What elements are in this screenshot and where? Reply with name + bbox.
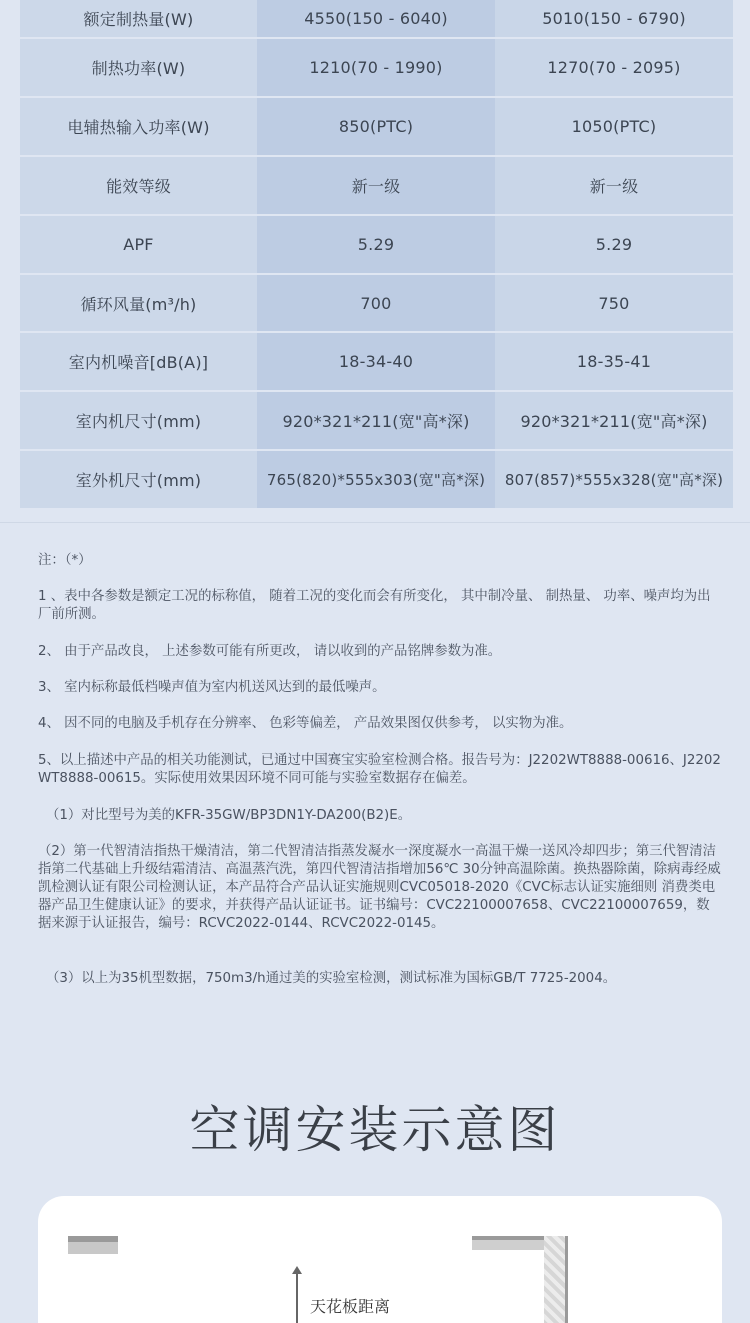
spec-label: 室内机尺寸(mm) [20, 392, 257, 449]
notes-title: 注：（*） [38, 553, 92, 568]
wall-side-graphic [544, 1236, 568, 1323]
spec-value-model-1: 18-34-40 [257, 333, 495, 390]
note-5-sub-2: （2）第一代智清洁指热干燥清洁，第二代智清洁指蒸发凝水一深度凝水一高温干燥一送风冷却四步；第三代智清洁指第二代基础上升级结霜清洁、高温蒸汽洗，第四代智清洁指增加56℃ 30分钟高温除菌。换热器除菌，除病毒经威凯检测认证有限公司检测认证，本产品符合产品认证实施规则CVC05018-2020《CVC标志认证实施细则 消费类电器产品卫生健康认证》的要求，并获得产品认证证书。证书编号：CVC22100007658、CVC22100007659，数据来源于认证报告，编号：RCVC2022-0144、RCVC2022-0145。 [38, 844, 721, 931]
spec-label: 能效等级 [20, 157, 257, 214]
spec-value-model-2: 5010(150 - 6790) [495, 0, 733, 37]
spec-row-airflow [20, 275, 733, 333]
up-arrow-icon [296, 1268, 298, 1323]
spec-value-model-1: 850(PTC) [257, 98, 495, 155]
spec-value-model-1: 4550(150 - 6040) [257, 0, 495, 37]
spec-row-heating-power [20, 39, 733, 98]
right-wall-graphic [472, 1236, 568, 1323]
install-diagram-card [38, 1196, 722, 1323]
spec-row-apf [20, 216, 733, 275]
spec-value-model-2: 1270(70 - 2095) [495, 39, 733, 96]
spec-value-model-2: 新一级 [495, 157, 733, 214]
spec-row-indoor-size [20, 392, 733, 451]
spec-label: 室内机噪音[dB(A)] [20, 333, 257, 390]
ceiling-distance-label: 天花板距离 [310, 1297, 391, 1316]
spec-value-model-2: 807(857)*555x328(宽"高*深) [495, 451, 733, 508]
note-5-sub-1: （1）对比型号为美的KFR-35GW/BP3DN1Y-DA200(B2)E。 [46, 808, 412, 823]
section-title: 空调安装示意图 [189, 1101, 561, 1159]
spec-value-model-1: 920*321*211(宽"高*深) [257, 392, 495, 449]
spec-label: 室外机尺寸(mm) [20, 451, 257, 508]
note-1: 1 、表中各参数是额定工况的标称值， 随着工况的变化而会有所变化， 其中制冷量、 制热量、 功率、噪声均为出厂前所测。 [38, 589, 711, 622]
note-5: 5、以上描述中产品的相关功能测试，已通过中国赛宝实验室检测合格。报告号为：J2202WT8888-00616、J2202WT8888-00615。实际使用效果因环境不同可能与实验室数据存在偏差。 [38, 753, 721, 786]
spec-label: 制热功率(W) [20, 39, 257, 96]
spec-value-model-1: 新一级 [257, 157, 495, 214]
spec-value-model-1: 1210(70 - 1990) [257, 39, 495, 96]
spec-row-energy-grade [20, 157, 733, 216]
spec-value-model-2: 920*321*211(宽"高*深) [495, 392, 733, 449]
left-wall-graphic [68, 1236, 118, 1254]
spec-value-model-2: 750 [495, 275, 733, 331]
spec-value-model-2: 1050(PTC) [495, 98, 733, 155]
spec-row-indoor-noise [20, 333, 733, 392]
spec-label: 循环风量(m³/h) [20, 275, 257, 331]
spec-value-model-2: 5.29 [495, 216, 733, 273]
spec-label: 额定制热量(W) [20, 0, 257, 37]
spec-row-heating-capacity [20, 0, 733, 39]
spec-value-model-2: 18-35-41 [495, 333, 733, 390]
note-5-sub-3: （3）以上为35机型数据，750m3/h通过美的实验室检测，测试标准为国标GB/T 7725-2004。 [46, 971, 617, 986]
spec-value-model-1: 700 [257, 275, 495, 331]
spec-label: 电辅热输入功率(W) [20, 98, 257, 155]
spec-row-aux-heater [20, 98, 733, 157]
divider [0, 522, 750, 523]
note-3: 3、 室内标称最低档噪声值为室内机送风达到的最低噪声。 [38, 680, 386, 695]
note-4: 4、 因不同的电脑及手机存在分辨率、 色彩等偏差， 产品效果图仅供参考， 以实物为准。 [38, 716, 573, 731]
spec-value-model-1: 5.29 [257, 216, 495, 273]
spec-value-model-1: 765(820)*555x303(宽"高*深) [257, 451, 495, 508]
spec-row-outdoor-size [20, 451, 733, 508]
note-2: 2、 由于产品改良， 上述参数可能有所更改， 请以收到的产品铭牌参数为准。 [38, 644, 502, 659]
spec-label: APF [20, 216, 257, 273]
spec-table [20, 0, 733, 508]
